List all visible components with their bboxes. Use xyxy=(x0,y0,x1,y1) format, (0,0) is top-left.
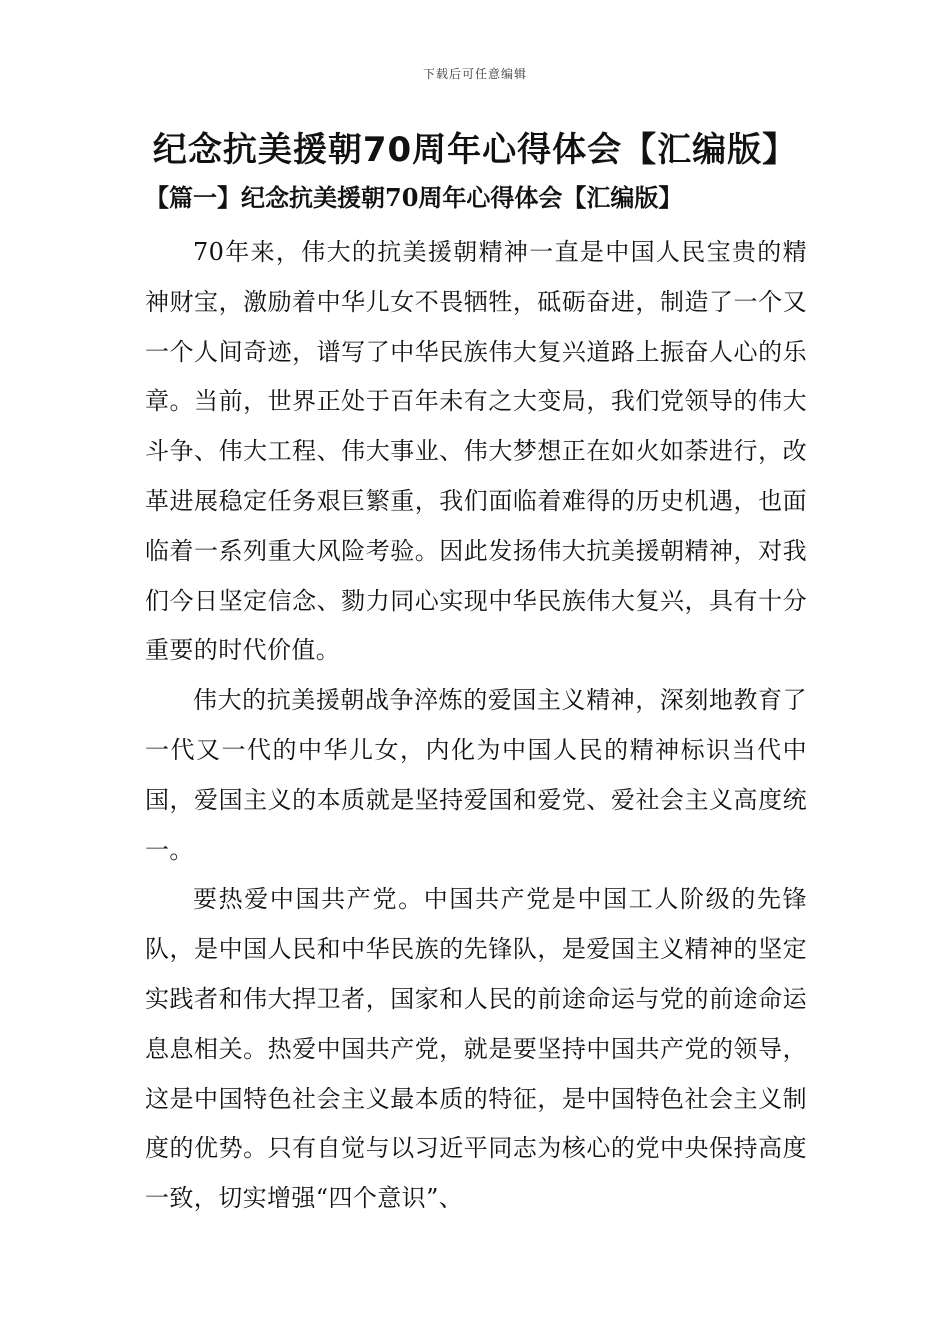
paragraph-3: 要热爱中国共产党。中国共产党是中国工人阶级的先锋队，是中国人民和中华民族的先锋队，是爱国主义精神的坚定实践者和伟大捍卫者，国家和人民的前途命运与党的前途命运息息相关。热爱中国共产党，就是要坚持中国共产党的领导，这是中国特色社会主义最本质的特征，是中国特色社会主义制度的优势。只有自觉与以习近平同志为核心的党中央保持高度一致，切实增强“四个意识”、 xyxy=(145,885,807,1213)
document-body xyxy=(145,228,807,1224)
document-title: 纪念抗美援朝70周年心得体会【汇编版】 xyxy=(152,130,798,170)
section-heading: 【篇一】纪念抗美援朝70周年心得体会【汇编版】 xyxy=(145,183,683,212)
paragraph-1: 70年来，伟大的抗美援朝精神一直是中国人民宝贵的精神财宝，激励着中华儿女不畏牺牲，砥砺奋进，制造了一个又一个人间奇迹，谱写了中华民族伟大复兴道路上振奋人心的乐章。当前，世界正处于百年未有之大变局，我们党领导的伟大斗争、伟大工程、伟大事业、伟大梦想正在如火如荼进行，改革进展稳定任务艰巨繁重，我们面临着难得的历史机遇，也面临着一系列重大风险考验。因此发扬伟大抗美援朝精神，对我们今日坚定信念、勠力同心实现中华民族伟大复兴，具有十分重要的时代价值。 xyxy=(145,238,807,665)
paragraph-2: 伟大的抗美援朝战争淬炼的爱国主义精神，深刻地教育了一代又一代的中华儿女，内化为中国人民的精神标识当代中国，爱国主义的本质就是坚持爱国和爱党、爱社会主义高度统一。 xyxy=(145,686,807,864)
header-note: 下载后可任意编辑 xyxy=(422,67,527,81)
